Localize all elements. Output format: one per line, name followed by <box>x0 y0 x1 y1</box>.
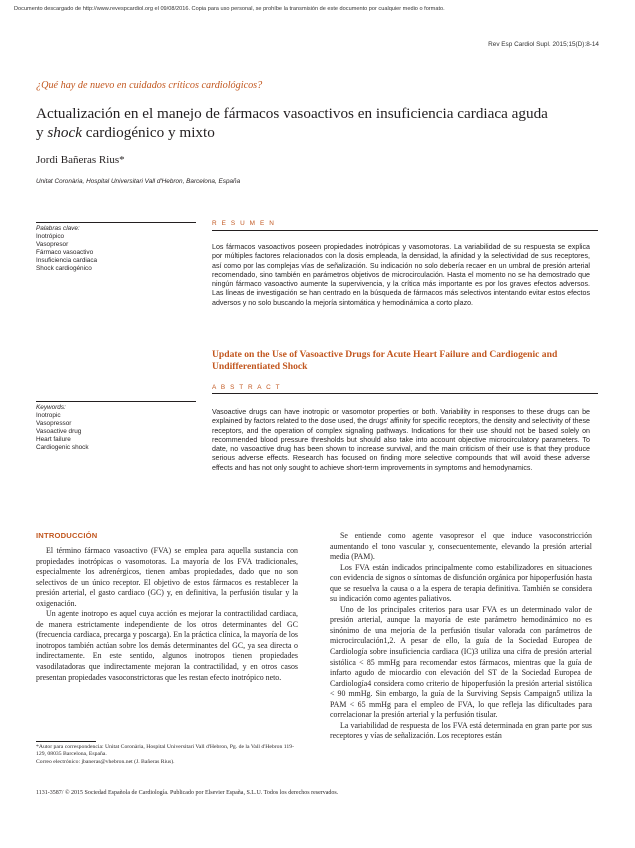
introduction-heading: INTRODUCCIÓN <box>36 531 98 540</box>
abstract-text: Vasoactive drugs can have inotropic or vasomotor properties or both. Variability in responses to these drugs can be explained by factors related to the dose used, the drugs' affinity for specific receptors, the density and selectivity of these receptors, and the operation of complex signaling pathways. Indications for their use should not be based solely on recommended blood pressure thresholds but should also take into account objective microcirculatory parameters. To date, no vasoactive drug has been shown to increase survival, and the main criticism of their use is that they produce serious adverse effects. Research has focused on finding more selective compounds that will avoid these adverse effects and has not only sought to achieve short-term improvements in symptoms and hemodynamics. <box>212 408 590 472</box>
keyword-item: Inotropic <box>36 412 61 420</box>
keyword-item: Vasopressor <box>36 420 72 428</box>
title-line-2-prefix: y <box>36 124 48 141</box>
body-paragraph: El término fármaco vasoactivo (FVA) se emplea para aquella sustancia con propiedades inotrópicas o vasomotoras. La mayoría de los FVA tradicionales, especialmente los adrenérgicos, tienen ambas propiedades, dado que no son selectivos de un único receptor. El objetivo de estos fármacos es restablecer la presión arterial, el gasto cardiaco (GC) y, en definitiva, la perfusión tisular y la oxigenación. <box>36 546 298 608</box>
keywords-es <box>36 225 196 274</box>
keyword-item: Fármaco vasoactivo <box>36 249 94 257</box>
body-paragraph: Uno de los principales criterios para usar FVA es un determinado valor de presión arterial, aunque la mayoría de este parámetro hemodinámico no es sinónimo de una mejoría de la perfusión tisular valorada con parámetros de microcirculación1,2. A pesar de ello, la guía de la Sociedad Europea de Cardiología sobre insuficiencia cardiaca (IC)3 utiliza una cifra de presión arterial sistólica < 85 mmHg para recomendar estos fármacos, mientras que la guía de infarto agudo de miocardio con elevación del ST de la Sociedad Europea de Cardiología4 considera como criterio de hipoperfusión la presión arterial sistólica < 90 mmHg. Sin embargo, la guía de la Surviving Sepsis Campaign5 utiliza la PAM < 65 mmHg para el empleo de FVA, lo que refleja las dificultades para correlacionar la presión arterial y la perfusión tisular. <box>330 604 592 720</box>
author-affiliation: Unitat Coronària, Hospital Universitari Vall d'Hebron, Barcelona, España <box>36 178 241 185</box>
body-paragraph: Se entiende como agente vasopresor el que induce vasoconstricción aumentando el tono vascular y, consecuentemente, elevando la presión arterial media (PAM). <box>330 531 592 562</box>
keywords-en-label: Keywords: <box>36 404 66 411</box>
body-paragraph: La variabilidad de respuesta de los FVA está determinada en gran parte por sus receptores y vías de señalización. Los receptores están <box>330 720 592 741</box>
resumen-text: Los fármacos vasoactivos poseen propiedades inotrópicas y vasomotoras. La variabilidad de su respuesta se explica por múltiples factores relacionados con la dosis empleada, la densidad, la afinidad y la selectividad de sus receptores, así como por las complejas vías de señalización. Su indicación no solo debería recaer en un umbral de presión arterial recomendado, sino también en parámetros objetivos de microcirculación. Hasta el momento no se ha demostrado que ningún fármaco vasoactivo aumente la supervivencia, y la crítica más importante es por los graves efectos adversos. Las líneas de investigación se han centrado en la búsqueda de fármacos más selectivos intentando evitar estos efectos adversos y no solo buscando la mejoría sintomática y hemodinámica a corto plazo. <box>212 243 590 307</box>
title-line-1: Actualización en el manejo de fármacos vasoactivos en insuficiencia cardiaca aguda <box>36 105 548 122</box>
footnote <box>36 744 298 766</box>
keywords-es-top-rule <box>36 222 196 223</box>
title-line-2-italic: shock <box>47 124 82 141</box>
footnote-rule <box>36 741 96 742</box>
body-paragraph: Un agente inotropo es aquel cuya acción es mejorar la contractilidad cardiaca, de manera estrictamente independiente de los otros determinantes del GC (frecuencia cardiaca, precarga y poscarga). En la práctica clínica, la mayoría de los inotropos también actúan sobre los demás determinantes del GC, ya sea directa o indirectamente. En este sentido, algunos inotropos tienen propiedades vasodilatadoras que indirectamente mejoran la contractilidad, y en otros casos presentan propiedades vasoconstrictoras que les restan efecto inotrópico neto. <box>36 609 298 682</box>
keywords-es-label: Palabras clave: <box>36 225 80 232</box>
body-paragraph: Los FVA están indicados principalmente como estabilizadores en situaciones con evidencia de signos o síntomas de disfunción orgánica por hipoperfusión hasta que se resuelva la causa o a la espera de terapia definitiva. También se considera su indicación como agentes paliativos. <box>330 562 592 604</box>
keyword-item: Shock cardiogénico <box>36 265 92 273</box>
keyword-item: Vasoactive drug <box>36 428 82 436</box>
abstract-rule <box>212 393 598 394</box>
footnote-correspondence: *Autor para correspondencia: Unitat Coronària, Hospital Universitari Vall d'Hebron, Pg. de la Vall d'Hebron 119-129, 08035 Barcelona, España. <box>36 744 294 758</box>
title-line-2-suffix: cardiogénico y mixto <box>81 124 215 141</box>
title-line-2 <box>36 123 606 142</box>
keyword-item: Heart failure <box>36 436 71 444</box>
keyword-item: Cardiogenic shock <box>36 444 89 452</box>
keywords-en-top-rule <box>36 401 196 402</box>
english-title: Update on the Use of Vasoactive Drugs for Acute Heart Failure and Cardiogenic and Undifferentiated Shock <box>212 349 558 372</box>
resumen-rule <box>212 230 598 231</box>
abstract-label: A B S T R A C T <box>212 384 282 391</box>
journal-reference: Rev Esp Cardiol Supl. 2015;15(D):8-14 <box>488 41 599 48</box>
keyword-item: Insuficiencia cardiaca <box>36 257 98 265</box>
body-column-left <box>36 546 298 683</box>
keyword-item: Vasopresor <box>36 241 69 249</box>
download-notice: Documento descargado de http://www.revespcardiol.org el 09/08/2016. Copia para uso personal, se prohíbe la transmisión de este documento por cualquier medio o formato. <box>14 6 445 12</box>
article-title <box>36 104 606 142</box>
keywords-en <box>36 404 196 453</box>
body-column-right <box>330 531 592 742</box>
author-name: Jordi Bañeras Rius* <box>36 154 125 166</box>
copyright-notice: 1131-3587/ © 2015 Sociedad Española de Cardiología. Publicado por Elsevier España, S.L.U. Todos los derechos reservados. <box>36 790 339 796</box>
resumen-label: R E S U M E N <box>212 220 276 227</box>
footnote-email: Correo electrónico: jbaneras@vhebron.net (J. Bañeras Rius). <box>36 758 175 765</box>
keyword-item: Inotrópico <box>36 233 65 241</box>
section-heading: ¿Qué hay de nuevo en cuidados críticos cardiológicos? <box>36 80 263 91</box>
